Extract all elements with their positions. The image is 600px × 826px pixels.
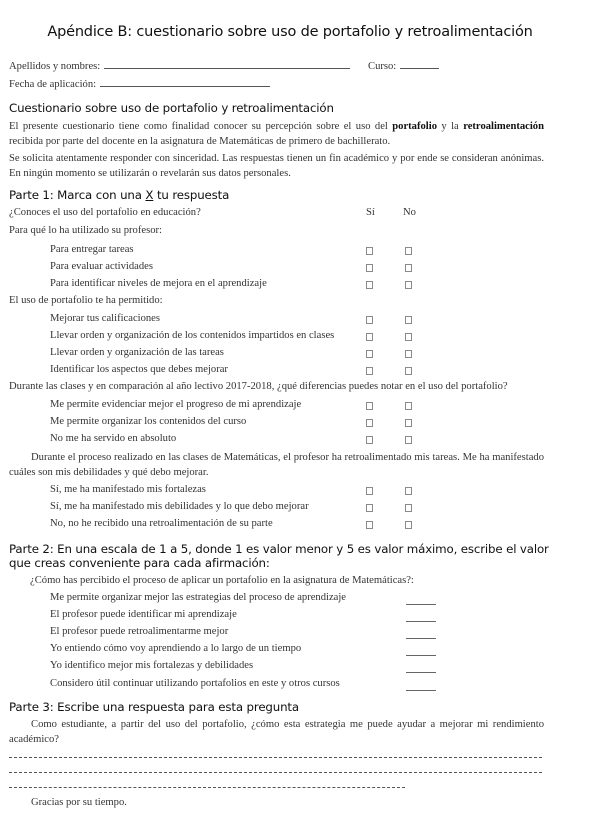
checkbox-yes[interactable] bbox=[366, 521, 373, 529]
part1-item-label: Para evaluar actividades bbox=[50, 261, 153, 272]
part1-group-prompt: Durante el proceso realizado en las clases de Matemáticas, el profesor ha retroalimentado mis tareas. Me ha manifestado cuáles son mis debilidades y qué debo mejorar. bbox=[9, 452, 544, 478]
checkbox-yes[interactable] bbox=[366, 281, 373, 289]
part1-question-1: ¿Conoces el uso del portafolio en educación? bbox=[9, 207, 201, 218]
name-field-row bbox=[9, 59, 350, 72]
rating-input[interactable] bbox=[406, 690, 436, 691]
part2-item-label: Yo entiendo cómo voy aprendiendo a lo largo de un tiempo bbox=[50, 643, 302, 654]
checkbox-no[interactable] bbox=[405, 350, 412, 358]
date-label: Fecha de aplicación: bbox=[9, 79, 97, 90]
intro-bold-retroalimentacion: retroalimentación bbox=[463, 121, 544, 132]
date-field-row bbox=[9, 77, 270, 90]
checkbox-yes[interactable] bbox=[366, 247, 373, 255]
checkbox-yes[interactable] bbox=[366, 367, 373, 375]
checkbox-yes[interactable] bbox=[366, 350, 373, 358]
part1-item-label: Sí, me ha manifestado mis fortalezas bbox=[50, 484, 206, 495]
part1-item-label: No, no he recibido una retroalimentación de su parte bbox=[50, 518, 273, 529]
checkbox-no[interactable] bbox=[405, 402, 412, 410]
intro-paragraph-2: Se solicita atentamente responder con sinceridad. Las respuestas tienen un fin académico y por ende se consideran anónimas. En ningún momento se utilizarán o revelarán sus datos personales. bbox=[9, 153, 544, 179]
part2-item-label: Yo identifico mejor mis fortalezas y debilidades bbox=[50, 660, 254, 671]
intro-text: recibida por parte del docente en la asignatura de Matemáticas de primero de bachillerato. bbox=[9, 135, 391, 147]
checkbox-no[interactable] bbox=[405, 367, 412, 375]
part3-heading: Parte 3: Escribe una respuesta para esta pregunta bbox=[9, 700, 299, 714]
column-header-yes: Sí bbox=[366, 207, 375, 218]
part1-group-prompt: Durante las clases y en comparación al año lectivo 2017-2018, ¿qué diferencias puedes notar en el uso del portafolio? bbox=[9, 381, 508, 392]
part1-group-prompt: Para qué lo ha utilizado su profesor: bbox=[9, 225, 162, 236]
part1-item-label: Llevar orden y organización de los contenidos impartidos en clases bbox=[50, 330, 335, 341]
part1-item-label: Para identificar niveles de mejora en el aprendizaje bbox=[50, 278, 267, 289]
part2-heading: Parte 2: En una escala de 1 a 5, donde 1 es valor menor y 5 es valor máximo, escribe el valor que creas conveniente para cada afirmación: bbox=[9, 542, 549, 570]
intro-text: y la bbox=[437, 121, 464, 132]
answer-line-2[interactable] bbox=[9, 772, 542, 773]
part1-item-label: Mejorar tus calificaciones bbox=[50, 313, 161, 324]
answer-line-1[interactable] bbox=[9, 757, 542, 758]
checkbox-yes[interactable] bbox=[366, 487, 373, 495]
closing-text: Gracias por su tiempo. bbox=[31, 797, 127, 808]
course-field-row bbox=[368, 59, 439, 72]
checkbox-no[interactable] bbox=[405, 419, 412, 427]
rating-input[interactable] bbox=[406, 621, 436, 622]
checkbox-yes[interactable] bbox=[366, 419, 373, 427]
rating-input[interactable] bbox=[406, 672, 436, 673]
intro-bold-portafolio: portafolio bbox=[392, 121, 437, 132]
rating-input[interactable] bbox=[406, 604, 436, 605]
part1-item-label: Para entregar tareas bbox=[50, 244, 134, 255]
rating-input[interactable] bbox=[406, 638, 436, 639]
part2-item-label: Considero útil continuar utilizando portafolios en este y otros cursos bbox=[50, 678, 340, 689]
part3-question: Como estudiante, a partir del uso del portafolio, ¿cómo esta estrategia me puede ayudar a mejorar mi rendimiento académico? bbox=[9, 719, 544, 745]
checkbox-yes[interactable] bbox=[366, 316, 373, 324]
part1-item-label: Sí, me ha manifestado mis debilidades y lo que debo mejorar bbox=[50, 501, 309, 512]
checkbox-no[interactable] bbox=[405, 247, 412, 255]
checkbox-yes[interactable] bbox=[366, 264, 373, 272]
part1-heading-text: Parte 1: Marca con una bbox=[9, 188, 146, 202]
part1-item-label: Me permite evidenciar mejor el progreso de mi aprendizaje bbox=[50, 399, 302, 410]
checkbox-no[interactable] bbox=[405, 316, 412, 324]
part1-heading-x: X bbox=[145, 188, 154, 202]
column-header-no: No bbox=[403, 207, 416, 218]
part3-answer-area[interactable] bbox=[9, 757, 542, 788]
intro-heading: Cuestionario sobre uso de portafolio y retroalimentación bbox=[9, 101, 334, 115]
checkbox-no[interactable] bbox=[405, 264, 412, 272]
checkbox-no[interactable] bbox=[405, 504, 412, 512]
part1-item-label: No me ha servido en absoluto bbox=[50, 433, 177, 444]
part2-item-label: Me permite organizar mejor las estrategias del proceso de aprendizaje bbox=[50, 592, 347, 603]
answer-line-3[interactable] bbox=[9, 787, 405, 788]
checkbox-no[interactable] bbox=[405, 436, 412, 444]
checkbox-no[interactable] bbox=[405, 281, 412, 289]
part1-heading bbox=[9, 188, 229, 202]
part1-item-label: Me permite organizar los contenidos del curso bbox=[50, 416, 247, 427]
course-label: Curso: bbox=[368, 61, 397, 72]
intro-paragraph-1 bbox=[9, 120, 544, 149]
date-input[interactable] bbox=[100, 77, 270, 87]
part1-heading-text: tu respuesta bbox=[153, 188, 230, 202]
checkbox-no[interactable] bbox=[405, 333, 412, 341]
name-input[interactable] bbox=[104, 59, 350, 69]
part1-group-prompt: El uso de portafolio te ha permitido: bbox=[9, 295, 163, 306]
part2-item-label: El profesor puede retroalimentarme mejor bbox=[50, 626, 229, 637]
checkbox-yes[interactable] bbox=[366, 402, 373, 410]
checkbox-yes[interactable] bbox=[366, 333, 373, 341]
page-title: Apéndice B: cuestionario sobre uso de portafolio y retroalimentación bbox=[47, 24, 533, 40]
checkbox-no[interactable] bbox=[405, 521, 412, 529]
part1-item-label: Llevar orden y organización de las tareas bbox=[50, 347, 224, 358]
checkbox-yes[interactable] bbox=[366, 504, 373, 512]
name-label: Apellidos y nombres: bbox=[9, 61, 101, 72]
intro-text: El presente cuestionario tiene como finalidad conocer su percepción sobre el uso del bbox=[9, 121, 393, 132]
part2-item-label: El profesor puede identificar mi aprendizaje bbox=[50, 609, 237, 620]
checkbox-yes[interactable] bbox=[366, 436, 373, 444]
part1-item-label: Identificar los aspectos que debes mejorar bbox=[50, 364, 228, 375]
checkbox-no[interactable] bbox=[405, 487, 412, 495]
rating-input[interactable] bbox=[406, 655, 436, 656]
course-input[interactable] bbox=[400, 59, 439, 69]
part2-question: ¿Cómo has percibido el proceso de aplicar un portafolio en la asignatura de Matemáticas?: bbox=[30, 575, 414, 586]
